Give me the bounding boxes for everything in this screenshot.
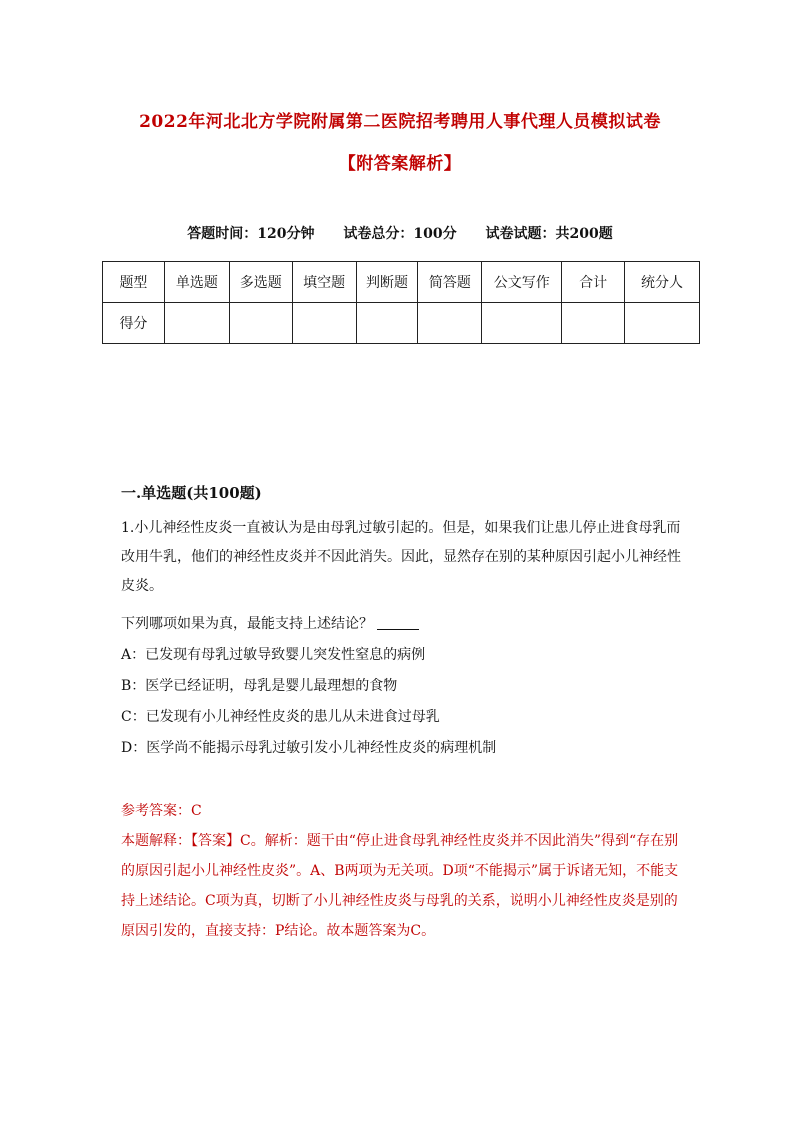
exam-subtitle: 【附答案解析】: [338, 154, 462, 174]
score-cell: [292, 303, 356, 344]
exam-meta: [0, 223, 800, 243]
score-header-cell: 多选题: [229, 262, 292, 303]
question-options: [121, 640, 496, 764]
option-d: D：医学尚不能揭示母乳过敏引发小儿神经性皮炎的病理机制: [121, 740, 497, 756]
score-header-cell: 题型: [103, 262, 165, 303]
answer-blank: [377, 615, 419, 630]
score-header-cell: 简答题: [418, 262, 482, 303]
option-a: A：已发现有母乳过敏导致婴儿突发性窒息的病例: [121, 647, 426, 663]
score-cell: [482, 303, 562, 344]
score-cell: [562, 303, 625, 344]
score-header-cell: 填空题: [292, 262, 356, 303]
score-cell: [356, 303, 418, 344]
score-table-score-row: [103, 303, 700, 344]
score-table: [102, 261, 700, 344]
reference-answer: 参考答案：C: [121, 803, 202, 819]
exam-time: 答题时间：120分钟: [187, 226, 315, 242]
score-header-cell: 单选题: [164, 262, 229, 303]
answer-analysis: 本题解释：【答案】C。解析：题干由“停止进食母乳神经性皮炎并不因此消失”得到“存在别的原因引起小儿神经性皮炎”。A、B两项为无关项。D项“不能揭示”属于诉诸无知，不能支持上述结论。C项为真，切断了小儿神经性皮炎与母乳的关系，说明小儿神经性皮炎是别的原因引发的，直接支持：P结论。故本题答案为C。: [121, 833, 679, 939]
question-stem: 1.小儿神经性皮炎一直被认为是由母乳过敏引起的。但是，如果我们让患儿停止进食母乳而改用牛乳，他们的神经性皮炎并不因此消失。因此，显然存在别的某种原因引起小儿神经性皮炎。: [121, 520, 681, 594]
question-prompt: [121, 610, 419, 639]
score-row-label: 得分: [103, 303, 165, 344]
score-cell: [164, 303, 229, 344]
exam-total-score: 试卷总分：100分: [343, 226, 457, 242]
exam-title: 2022年河北北方学院附属第二医院招考聘用人事代理人员模拟试卷: [139, 112, 661, 132]
question-prompt-text: 下列哪项如果为真，最能支持上述结论？: [121, 616, 373, 632]
score-header-cell: 公文写作: [482, 262, 562, 303]
exam-question-count: 试卷试题：共200题: [485, 226, 613, 242]
score-header-cell: 判断题: [356, 262, 418, 303]
score-cell: [418, 303, 482, 344]
option-b: B：医学已经证明，母乳是婴儿最理想的食物: [121, 678, 398, 694]
option-c: C：已发现有小儿神经性皮炎的患儿从未进食过母乳: [121, 709, 440, 725]
score-table-header-row: [103, 262, 700, 303]
score-header-cell: 合计: [562, 262, 625, 303]
score-header-cell: 统分人: [625, 262, 700, 303]
score-cell: [625, 303, 700, 344]
section-title: 一.单选题(共100题): [121, 484, 262, 502]
score-cell: [229, 303, 292, 344]
